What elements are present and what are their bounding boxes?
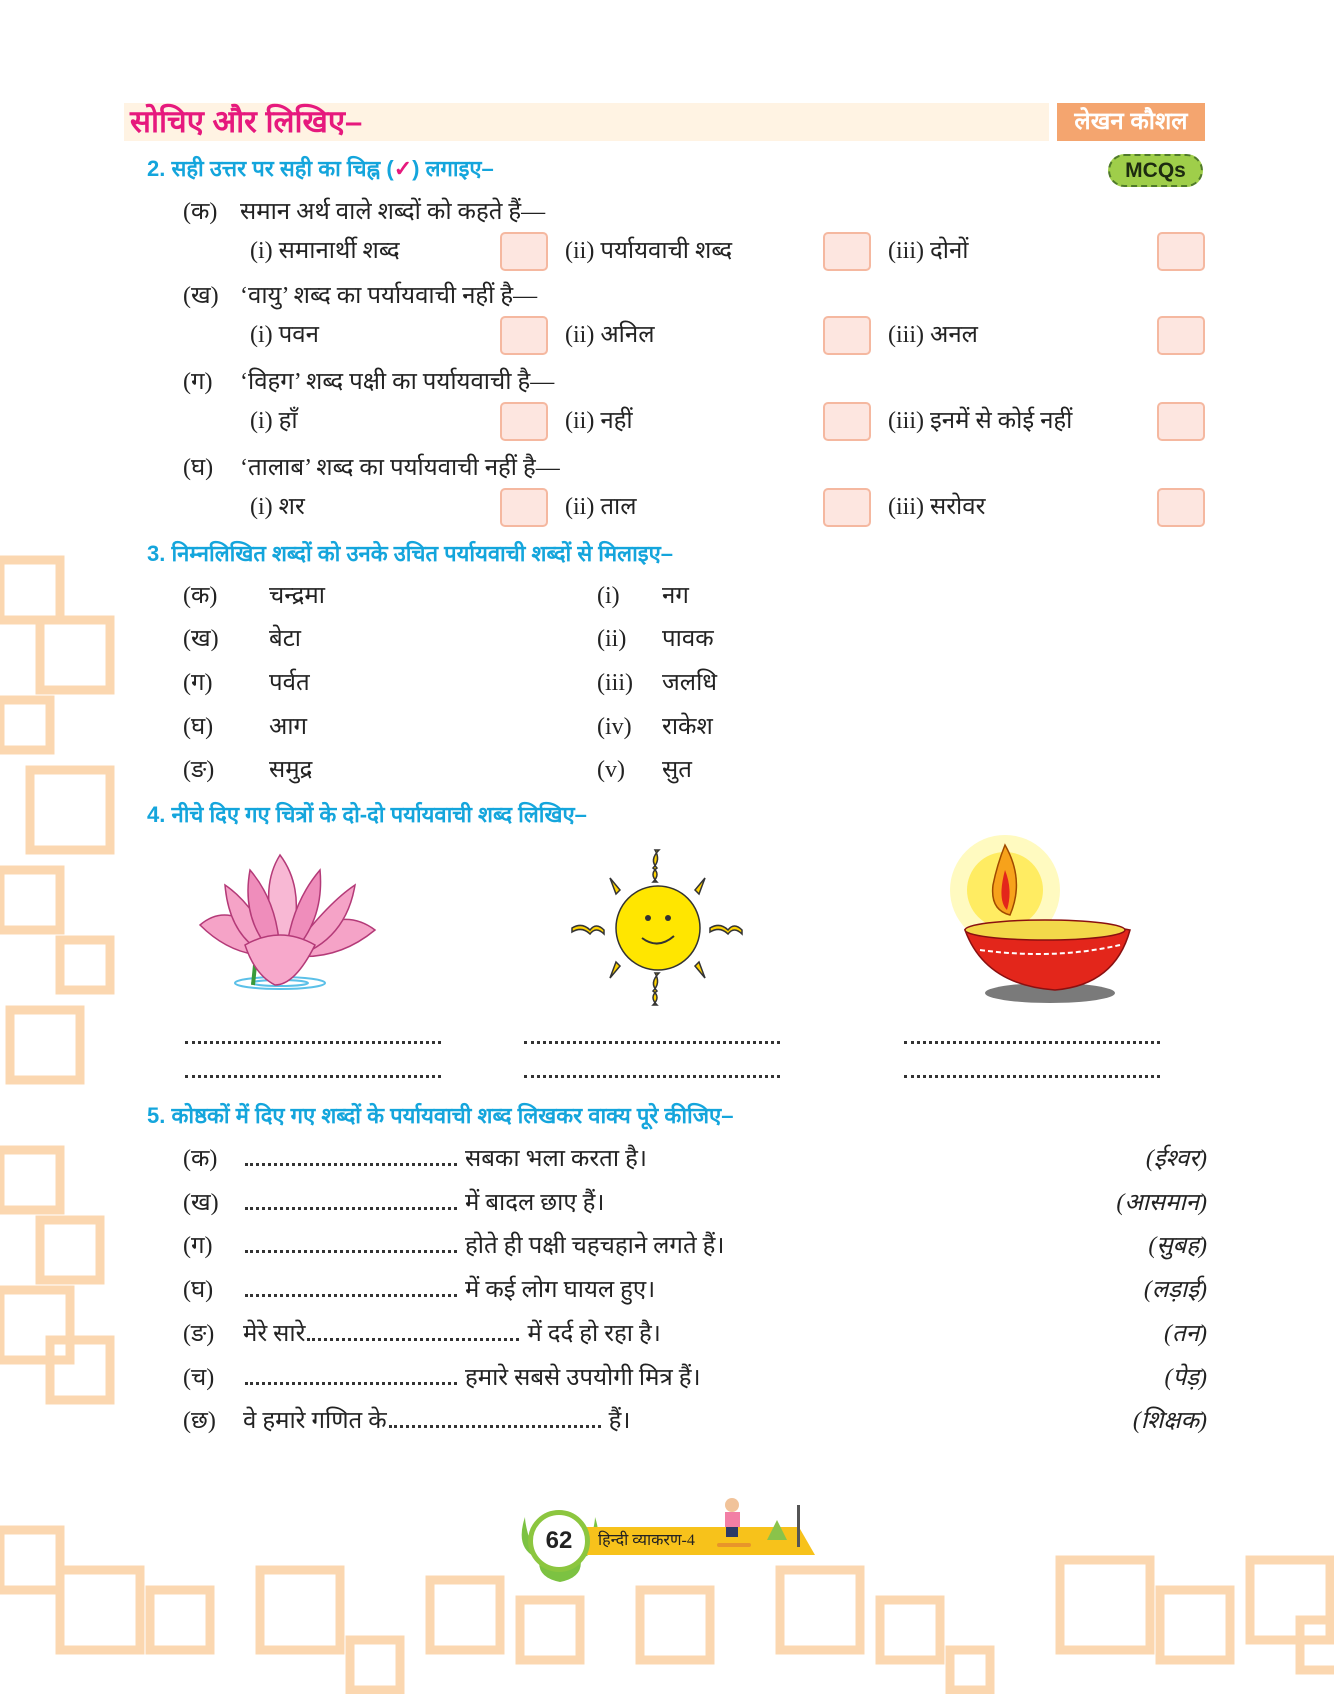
sentence-suffix: सबका भला करता है।: [465, 1146, 647, 1172]
answer-checkbox[interactable]: [500, 232, 548, 271]
match-word: समुद्र: [269, 757, 313, 783]
q3-title: [147, 539, 673, 569]
q5-title: [147, 1101, 733, 1131]
sentence-label: (घ): [183, 1277, 214, 1304]
question-label: (ख): [183, 283, 219, 309]
q2-title: [147, 154, 494, 184]
question-text: ‘तालाब’ शब्द का पर्यायवाची नहीं है—: [240, 455, 560, 481]
answer-checkbox[interactable]: [500, 488, 548, 527]
q2-title-text: सही उत्तर पर सही का चिह्न (: [171, 156, 394, 181]
blank-field[interactable]: [245, 1207, 457, 1210]
match-word: पर्वत: [269, 670, 310, 696]
word-hint: (लड़ाई): [1143, 1277, 1207, 1304]
page-number: 62: [528, 1510, 590, 1572]
option-label: (ii) अनिल: [565, 322, 655, 348]
blank-field[interactable]: [245, 1294, 457, 1297]
option-label: (ii) ताल: [565, 494, 637, 520]
match-option: जलधि: [662, 670, 718, 696]
answer-checkbox[interactable]: [500, 402, 548, 441]
option-label: (i) समानार्थी शब्द: [250, 238, 400, 264]
q3-title-text: निम्नलिखित शब्दों को उनके उचित पर्यायवाची शब्दों से मिलाइए–: [171, 541, 673, 566]
option-label: (i) हाँ: [250, 408, 298, 434]
question-label: (ग): [183, 369, 213, 395]
match-roman: (i): [597, 583, 620, 609]
question-label: (क): [183, 199, 218, 225]
sentence-row: [243, 1405, 631, 1437]
answer-line-diya-1[interactable]: [904, 1041, 1160, 1044]
skateboard-boy-icon: [715, 1495, 815, 1555]
q4-title: [147, 800, 587, 830]
match-option: राकेश: [662, 714, 713, 740]
option-label: (ii) पर्यायवाची शब्द: [565, 238, 733, 264]
blank-field[interactable]: [307, 1338, 519, 1341]
word-hint: (शिक्षक): [1132, 1408, 1207, 1435]
word-hint: (ईश्वर): [1145, 1146, 1207, 1172]
blank-field[interactable]: [245, 1163, 457, 1166]
answer-line-sun-2[interactable]: [524, 1075, 780, 1078]
word-hint: (तन): [1164, 1320, 1207, 1347]
sentence-label: (छ): [183, 1408, 216, 1435]
match-roman: (ii): [597, 626, 627, 652]
answer-line-lotus-1[interactable]: [185, 1041, 441, 1044]
sentence-label: (ग): [183, 1233, 213, 1260]
answer-checkbox[interactable]: [1157, 232, 1205, 271]
answer-checkbox[interactable]: [823, 316, 871, 355]
blank-field[interactable]: [245, 1250, 457, 1253]
q5-title-text: कोष्ठकों में दिए गए शब्दों के पर्यायवाची शब्द लिखकर वाक्य पूरे कीजिए–: [171, 1103, 734, 1128]
question-text: समान अर्थ वाले शब्दों को कहते हैं—: [240, 199, 546, 225]
sentence-label: (क): [183, 1146, 218, 1172]
diya-lamp-image: [945, 835, 1135, 1010]
answer-checkbox[interactable]: [1157, 316, 1205, 355]
question-label: (घ): [183, 455, 214, 481]
blank-field[interactable]: [389, 1425, 601, 1428]
sentence-label: (ख): [183, 1189, 219, 1216]
option-label: (iii) दोनों: [888, 238, 969, 264]
answer-checkbox[interactable]: [1157, 402, 1205, 441]
match-label: (ङ): [183, 757, 215, 783]
answer-checkbox[interactable]: [1157, 488, 1205, 527]
q4-title-text: नीचे दिए गए चित्रों के दो-दो पर्यायवाची शब्द लिखिए–: [171, 802, 587, 827]
match-label: (ख): [183, 626, 219, 652]
answer-checkbox[interactable]: [500, 316, 548, 355]
check-mark-icon: ✓: [393, 156, 413, 181]
sentence-suffix: में दर्द हो रहा है।: [527, 1320, 661, 1347]
option-label: (i) शर: [250, 494, 305, 520]
sentence-row: [243, 1318, 661, 1350]
match-word: आग: [269, 714, 308, 740]
q2-title-end: ) लगाइए–: [412, 156, 494, 181]
option-label: (i) पवन: [250, 322, 319, 348]
sun-image: [570, 848, 745, 1008]
word-hint: (आसमान): [1116, 1189, 1207, 1216]
sentence-suffix: में कई लोग घायल हुए।: [465, 1277, 656, 1304]
match-word: चन्द्रमा: [269, 583, 325, 609]
q5-number: 5.: [147, 1103, 166, 1128]
sentence-row: [243, 1362, 701, 1394]
sentence-row: [243, 1230, 724, 1262]
skill-tag: लेखन कौशल: [1057, 103, 1205, 141]
match-label: (ग): [183, 670, 213, 696]
answer-line-diya-2[interactable]: [904, 1075, 1160, 1078]
mcqs-badge: MCQs: [1108, 154, 1203, 187]
q3-number: 3.: [147, 541, 166, 566]
question-text: ‘वायु’ शब्द का पर्यायवाची नहीं है—: [240, 283, 538, 309]
sentence-suffix: हमारे सबसे उपयोगी मित्र हैं।: [465, 1364, 701, 1391]
word-hint: (सुबह): [1148, 1233, 1207, 1260]
word-hint: (पेड़): [1164, 1364, 1207, 1391]
option-label: (iii) अनल: [888, 322, 978, 348]
option-label: (iii) सरोवर: [888, 494, 986, 520]
answer-checkbox[interactable]: [823, 402, 871, 441]
answer-line-sun-1[interactable]: [524, 1041, 780, 1044]
sentence-label: (च): [183, 1364, 215, 1391]
match-label: (घ): [183, 714, 214, 740]
lotus-image: [195, 845, 390, 995]
book-title: हिन्दी व्याकरण-4: [598, 1532, 695, 1549]
match-word: बेटा: [269, 626, 302, 652]
q4-number: 4.: [147, 802, 166, 827]
option-label: (ii) नहीं: [565, 408, 633, 434]
answer-line-lotus-2[interactable]: [185, 1075, 441, 1078]
sentence-suffix: होते ही पक्षी चहचहाने लगते हैं।: [465, 1233, 725, 1260]
answer-checkbox[interactable]: [823, 488, 871, 527]
match-roman: (iii): [597, 670, 633, 696]
sentence-row: [243, 1143, 647, 1175]
sentence-label: (ङ): [183, 1320, 215, 1347]
match-roman: (v): [597, 757, 625, 783]
q2-number: 2.: [147, 156, 166, 181]
sentence-suffix: में बादल छाए हैं।: [465, 1189, 605, 1216]
match-option: सुत: [662, 757, 692, 783]
question-text: ‘विहग’ शब्द पक्षी का पर्यायवाची है—: [240, 369, 555, 395]
answer-checkbox[interactable]: [823, 232, 871, 271]
sentence-suffix: हैं।: [608, 1408, 631, 1435]
match-roman: (iv): [597, 714, 632, 740]
match-label: (क): [183, 583, 218, 609]
sentence-prefix: मेरे सारे: [243, 1320, 306, 1347]
sentence-row: [243, 1187, 604, 1219]
match-option: नग: [662, 583, 689, 609]
match-option: पावक: [662, 626, 714, 652]
section-title: सोचिए और लिखिए–: [130, 104, 363, 139]
blank-field[interactable]: [245, 1382, 457, 1385]
option-label: (iii) इनमें से कोई नहीं: [888, 408, 1073, 434]
sentence-prefix: वे हमारे गणित के: [243, 1408, 387, 1435]
sentence-row: [243, 1274, 655, 1306]
